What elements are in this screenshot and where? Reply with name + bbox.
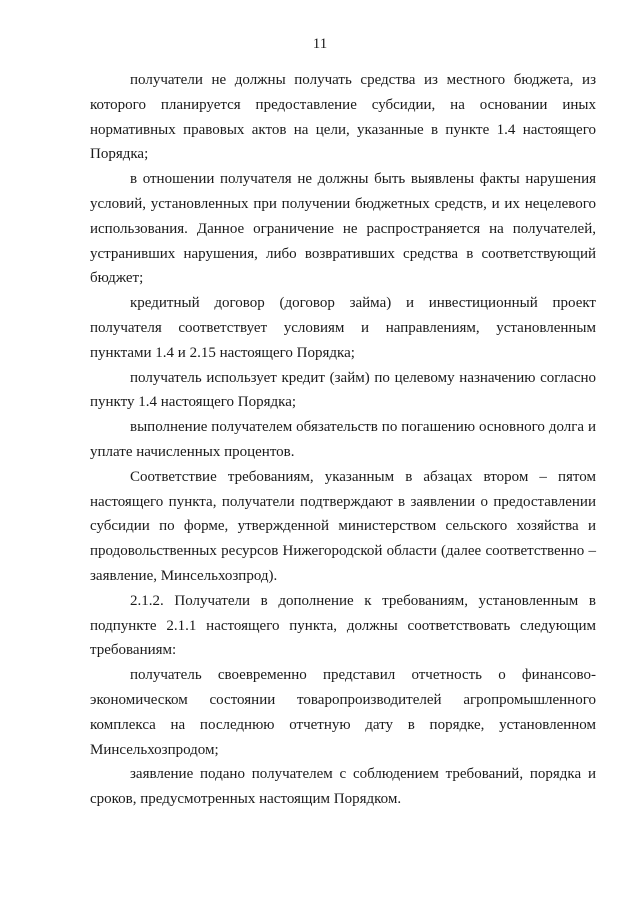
- paragraph-recipients-local-budget: получатели не должны получать средства из местного бюджета, из которого планируется предоставление субсидии, на основании иных нормативных правовых актов на цели, указанные в пункте 1.4 настоящего Порядка;: [90, 72, 596, 163]
- page-body: [90, 68, 596, 812]
- paragraph-application-submission: заявление подано получателем с соблюдением требований, порядка и сроков, предусмотренных настоящим Порядком.: [90, 766, 596, 808]
- paragraph-debt-obligations: выполнение получателем обязательств по погашению основного долга и уплате начисленных процентов.: [90, 419, 596, 460]
- paragraph-credit-use: получатель использует кредит (займ) по целевому назначению согласно пункту 1.4 настоящего Порядка;: [90, 369, 596, 411]
- paragraph-credit-agreement: кредитный договор (договор займа) и инвестиционный проект получателя соответствует условиям и направлениям, установленным пунктами 1.4 и 2.15 настоящего Порядка;: [90, 295, 596, 361]
- paragraph-section-2-1-2: 2.1.2. Получатели в дополнение к требованиям, установленным в подпункте 2.1.1 настоящего пункта, должны соответствовать следующим требованиям:: [90, 592, 596, 659]
- paragraph-reporting: получатель своевременно представил отчетность о финансово-экономическом состоянии товаропроизводителей агропромышленного комплекса на последнюю отчетную дату в порядке, установленном Минсельхозпродом;: [90, 667, 596, 758]
- page-number: 11: [312, 36, 328, 52]
- paragraph-compliance-confirmation: Соответствие требованиям, указанным в абзацах втором – пятом настоящего пункта, получатели подтверждают в заявлении о предоставлении субсидии по форме, утвержденной министерством сельского хозяйства и продовольственных ресурсов Нижегородской области (далее соответственно – заявление, Минсельхозпрод).: [90, 468, 596, 584]
- paragraph-violations: в отношении получателя не должны быть выявлены факты нарушения условий, установленных при получении бюджетных средств, и их нецелевого использования. Данное ограничение не распространяется на получателей, устранивших нарушения, либо возвративших средства в соответствующий бюджет;: [90, 171, 596, 287]
